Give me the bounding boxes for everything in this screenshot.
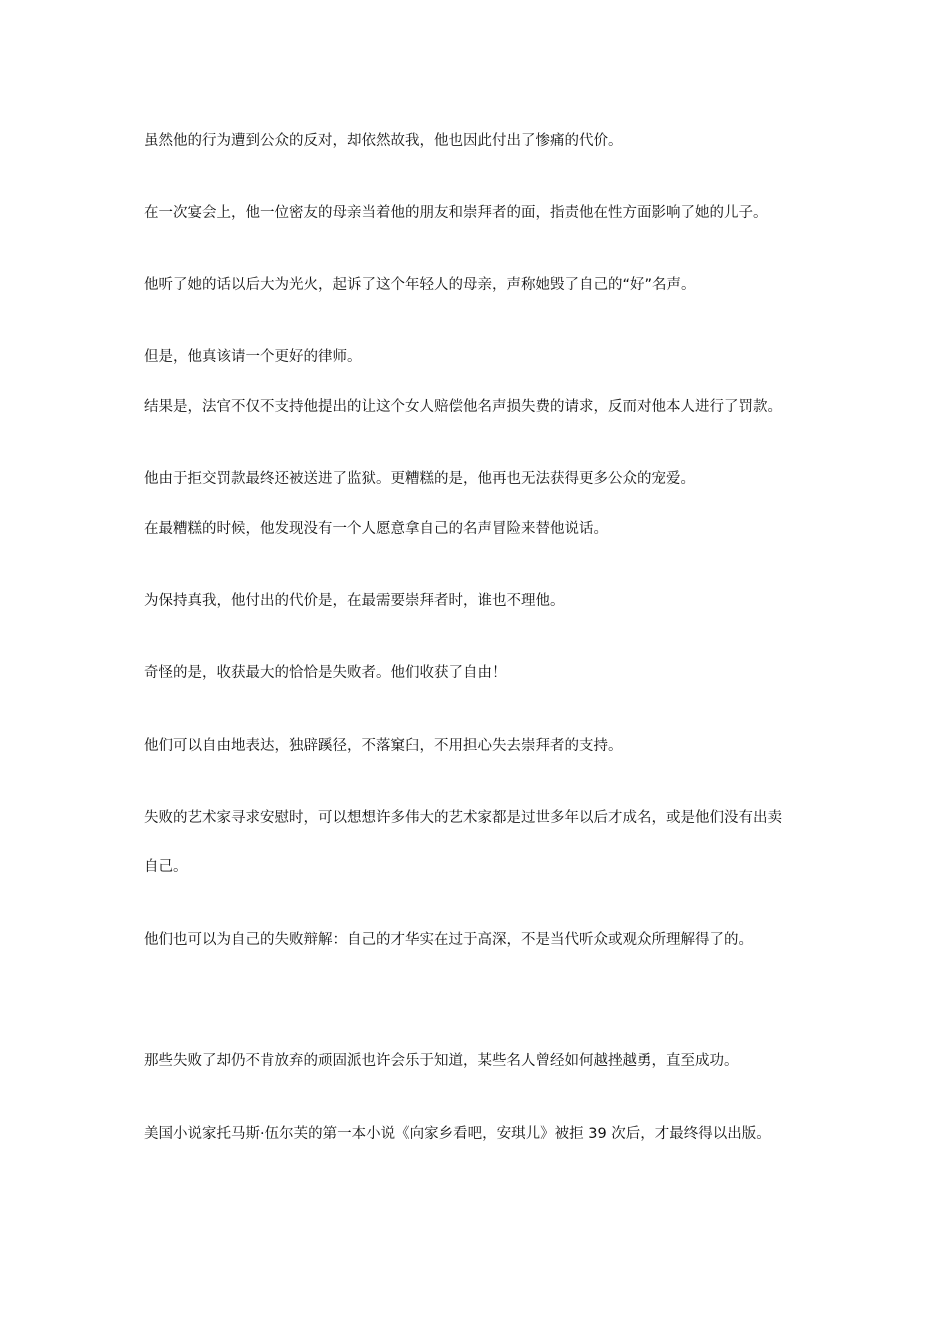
paragraph-12: 他们也可以为自己的失败辩解：自己的才华实在过于高深，不是当代听众或观众所理解得了的。 (144, 932, 753, 948)
paragraph-14: 美国小说家托马斯·伍尔芙的第一本小说《向家乡看吧，安琪儿》被拒 39 次后，才最终得以出版。 (144, 1126, 771, 1142)
paragraph-4: 但是，他真该请一个更好的律师。 (144, 349, 362, 365)
paragraph-10: 他们可以自由地表达，独辟蹊径，不落窠臼，不用担心失去崇拜者的支持。 (144, 738, 623, 754)
paragraph-6: 他由于拒交罚款最终还被送进了监狱。更糟糕的是，他再也无法获得更多公众的宠爱。 (144, 471, 695, 487)
paragraph-5: 结果是，法官不仅不支持他提出的让这个女人赔偿他名声损失费的请求，反而对他本人进行了罚款。 (144, 399, 782, 415)
paragraph-2: 在一次宴会上，他一位密友的母亲当着他的朋友和崇拜者的面，指责他在性方面影响了她的儿子。 (144, 205, 768, 221)
paragraph-1: 虽然他的行为遭到公众的反对，却依然故我，他也因此付出了惨痛的代价。 (144, 133, 623, 149)
paragraph-11: 失败的艺术家寻求安慰时，可以想想许多伟大的艺术家都是过世多年以后才成名，或是他们没有出卖 (144, 810, 782, 826)
paragraph-7: 在最糟糕的时候，他发现没有一个人愿意拿自己的名声冒险来替他说话。 (144, 521, 608, 537)
paragraph-9: 奇怪的是，收获最大的恰恰是失败者。他们收获了自由！ (144, 665, 507, 681)
paragraph-8: 为保持真我，他付出的代价是，在最需要崇拜者时，谁也不理他。 (144, 593, 565, 609)
paragraph-3: 他听了她的话以后大为光火，起诉了这个年轻人的母亲，声称她毁了自己的“好”名声。 (144, 277, 696, 293)
paragraph-13: 那些失败了却仍不肯放弃的顽固派也许会乐于知道，某些名人曾经如何越挫越勇，直至成功。 (144, 1053, 739, 1069)
paragraph-11-continued: 自己。 (144, 859, 188, 875)
